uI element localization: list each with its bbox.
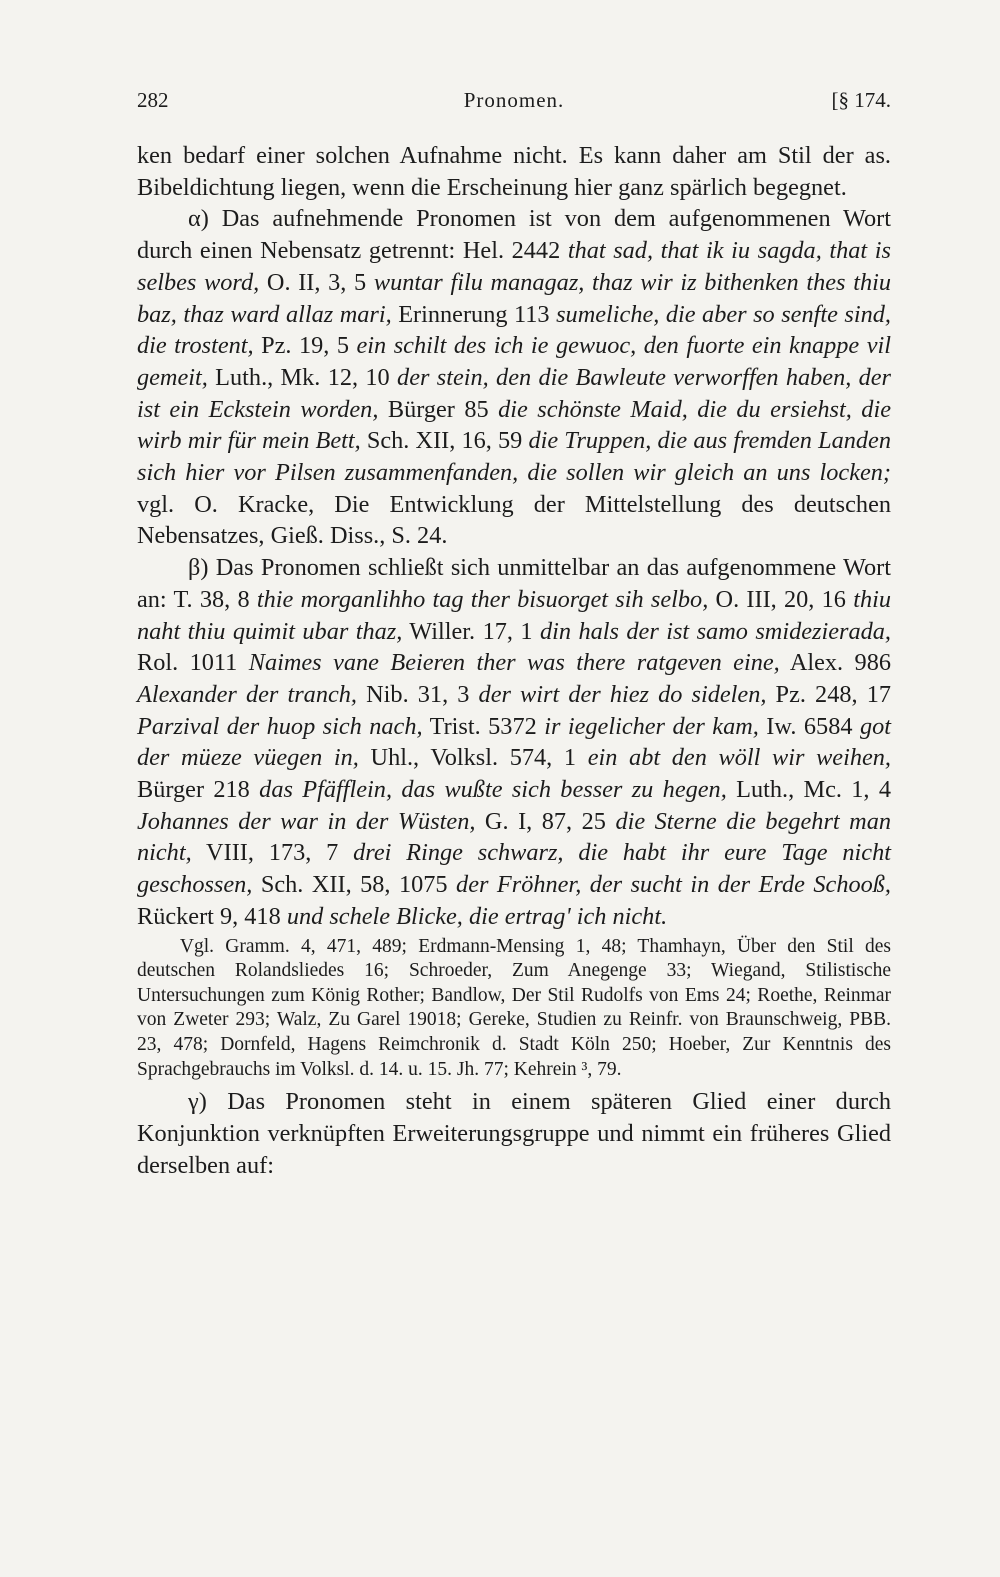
main-text	[137, 140, 891, 1181]
quoted-example-text: ir iegelicher der kam,	[544, 712, 759, 740]
body-text-segment: O. II, 3, 5	[259, 268, 374, 296]
quoted-example-text: Naimes vane Beieren ther was there ratgeven eine,	[248, 649, 780, 677]
quoted-example-text: got der müeze vüegen in,	[137, 712, 892, 772]
quoted-example-text: drei Ringe schwarz, die habt ihr eure Tage nicht geschossen,	[137, 839, 891, 899]
body-text-segment: ken bedarf einer solchen Aufnahme nicht. Es kann daher am Stil der as. Bibeldichtung liegen, wenn die Erscheinung hier ganz spärlich begegnet.	[137, 142, 891, 201]
body-text-segment: Uhl., Volksl. 574, 1	[358, 744, 588, 772]
quoted-example-text: die schönste Maid, die du ersiehst, die wirb mir für mein Bett,	[137, 395, 891, 455]
body-text-segment: Iw. 6584	[758, 712, 860, 740]
quoted-example-text: der Fröhner, der sucht in der Erde Schooß,	[456, 871, 891, 899]
body-text-segment: VIII, 173, 7	[191, 839, 354, 867]
paragraph-continuation	[137, 140, 891, 203]
body-text-segment: Sch. XII, 58, 1075	[252, 871, 457, 899]
references-note	[137, 935, 891, 1083]
section-marker: [§ 174.	[831, 88, 891, 112]
quoted-example-text: din hals der ist samo smidezierada,	[539, 617, 891, 645]
quoted-example-text: ein abt den wöll wir weihen,	[587, 744, 891, 772]
quoted-example-text: Johannes der war in der Wüsten,	[137, 807, 476, 835]
page-number: 282	[137, 88, 169, 112]
quoted-example-text: die Truppen, die aus fremden Landen sich hier vor Pilsen zusammenfanden, die sollen wir gleich an uns locken;	[137, 427, 891, 487]
body-text-segment: O. III, 20, 16	[708, 585, 854, 613]
body-text-segment: α) Das aufnehmende Pronomen ist von dem aufgenommenen Wort durch einen Nebensatz getrennt: Hel. 2442	[137, 205, 891, 265]
quoted-example-text: Alexander der tranch,	[137, 680, 357, 708]
running-title: Pronomen.	[463, 88, 565, 112]
body-text-segment: Pz. 248, 17	[766, 680, 891, 708]
body-text-segment: vgl. O. Kracke, Die Entwicklung der Mittelstellung des deutschen Nebensatzes, Gieß. Diss., S. 24.	[137, 490, 891, 550]
body-text-segment: Alex. 986	[779, 649, 891, 677]
quoted-example-text: wuntar filu managaz, thaz wir iz bithenken thes thiu baz, thaz ward allaz mari,	[137, 268, 891, 328]
references-text	[137, 935, 891, 1083]
running-header	[137, 88, 891, 118]
quoted-example-text: und schele Blicke, die ertrag' ich nicht.	[286, 902, 668, 930]
body-text-segment: β) Das Pronomen schließt sich unmittelbar an das aufgenommene Wort an: T. 38, 8	[137, 554, 891, 613]
body-text-segment: Nib. 31, 3	[357, 680, 479, 708]
paragraph-gamma	[137, 1086, 891, 1181]
quoted-example-text: das Pfäfflein, das wußte sich besser zu hegen,	[259, 776, 727, 804]
quoted-example-text: der wirt der hiez do sidelen,	[478, 680, 767, 708]
quoted-example-text: thie morganlihho tag ther bisuorget sih selbo,	[256, 585, 709, 613]
paragraph-alpha	[137, 203, 891, 552]
quoted-example-text: die Sterne die begehrt man nicht,	[137, 807, 892, 867]
body-text-segment: Erinnerung 113	[391, 300, 557, 328]
quoted-example-text: thiu naht thiu quimit ubar thaz,	[137, 585, 891, 645]
body-text-segment: Willer. 17, 1	[402, 617, 540, 645]
body-text-segment: Sch. XII, 16, 59	[360, 427, 529, 455]
body-text-segment: Trist. 5372	[422, 712, 545, 740]
body-text-segment: G. I, 87, 25	[475, 807, 616, 835]
body-text-segment: Vgl. Gramm. 4, 471, 489; Erdmann-Mensing 1, 48; Thamhayn, Über den Stil des deutschen Rolandsliedes 16; Schroeder, Zum Anegenge 33; Wiegand, Stilistische Untersuchungen zum König Rother; Bandlow, Der Stil Rudolfs von Ems 24; Roethe, Reinmar von Zweter 293; Walz, Zu Garel 19018; Gereke, Studien zu Reinfr. von Braunschweig, PBB. 23, 478; Dornfeld, Hagens Reimchronik d. Stadt Köln 250; Hoeber, Zur Kenntnis des Sprachgebrauchs im Volksl. d. 14. u. 15. Jh. 77; Kehrein ³, 79.	[137, 935, 891, 1080]
body-text-segment: Luth., Mc. 1, 4	[726, 776, 892, 804]
body-text-segment: Rol. 1011	[137, 649, 249, 677]
quoted-example-text: that sad, that ik iu sagda, that is selbes word,	[137, 237, 891, 296]
quoted-example-text: Parzival der huop sich nach,	[137, 712, 423, 740]
quoted-example-text: der stein, den die Bawleute verworffen haben, der ist ein Eckstein worden,	[137, 363, 892, 423]
body-text-segment: Pz. 19, 5	[253, 332, 357, 360]
body-text-segment: Luth., Mk. 12, 10	[207, 363, 398, 391]
body-text-segment: Rückert 9, 418	[137, 902, 287, 930]
quoted-example-text: sumeliche, die aber so senfte sind, die trostent,	[137, 300, 891, 360]
body-text-segment: Bürger 85	[378, 395, 499, 423]
paragraph-beta	[137, 552, 891, 932]
body-text-segment: γ) Das Pronomen steht in einem späteren Glied einer durch Konjunktion verknüpften Erweiterungsgruppe und nimmt ein früheres Glied derselben auf:	[137, 1088, 891, 1179]
quoted-example-text: ein schilt des ich ie gewuoc, den fuorte ein knappe vil gemeit,	[137, 332, 891, 391]
body-text-segment: Bürger 218	[137, 776, 260, 804]
